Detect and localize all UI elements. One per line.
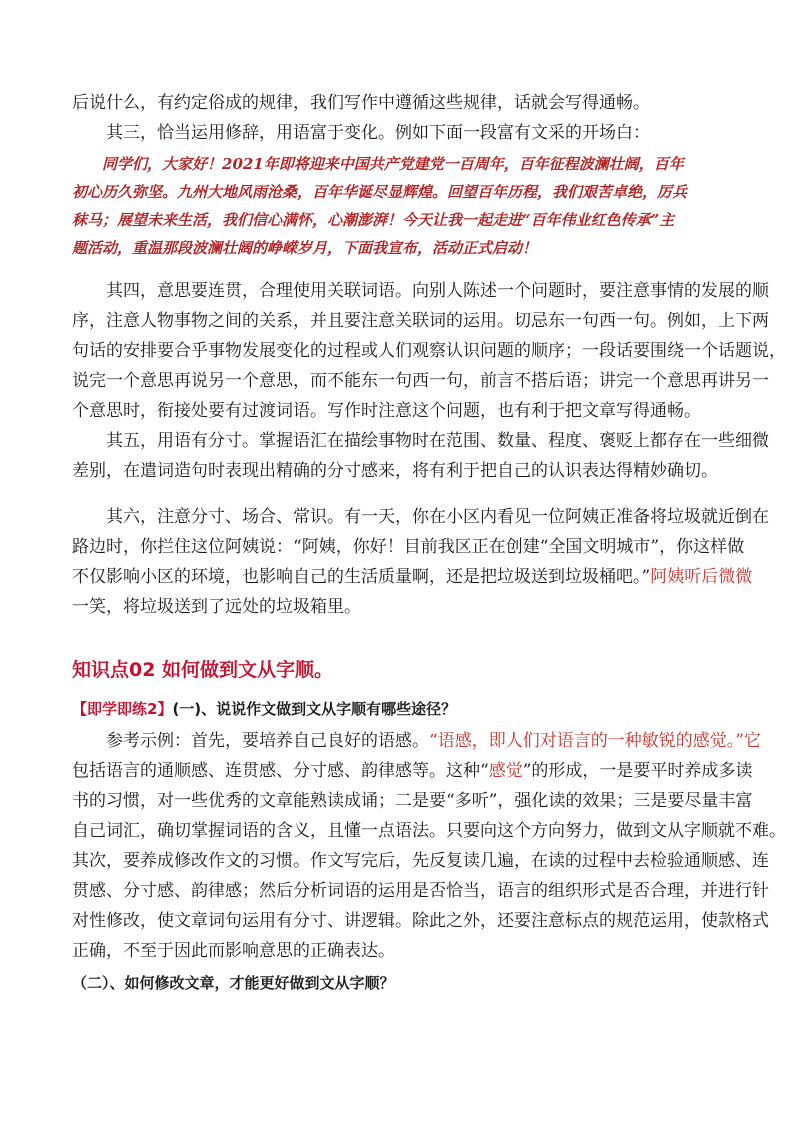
quote-line: 秣马；展望未来生活，我们信心满怀，心潮澎湃！今天让我一起走进“百年伟业红色传承”主 <box>72 211 675 229</box>
text-line: 序，注意人物事物之间的关系，并且要注意关联词的运用。切忌东一句西一句。例如，上下两 <box>72 311 769 331</box>
answer-block <box>72 726 786 966</box>
question-text: (一)、说说作文做到文从字顺有哪些途径？ <box>172 700 457 718</box>
highlight-text: 感觉 <box>488 761 523 781</box>
question-2: （二）、如何修改文章，才能更好做到文从字顺？ <box>72 974 395 992</box>
text-line: 个意思时，衔接处要有过渡词语。写作时注意这个问题，也有利于把文章写得通畅。 <box>72 401 701 421</box>
quote-line: 题活动，重温那段波澜壮阔的峥嵘岁月，下面我宣布，活动正式启动！ <box>72 239 538 257</box>
text-line: 自己词汇，确切掌握词语的含义，且懂一点语法。只要向这个方向努力，做到文从字顺就不难。 <box>72 821 786 841</box>
text-line: 说完一个意思再说另一个意思，而不能东一句西一句，前言不搭后语；讲完一个意思再讲另一 <box>72 371 769 391</box>
quote-line: 同学们，大家好！2021年即将迎来中国共产党建党一百周年，百年征程波澜壮阔，百年 <box>72 155 684 173</box>
text-line: 贯感、分寸感、韵律感；然后分析词语的运用是否恰当，语言的组织形式是否合理，并进行针 <box>72 881 769 901</box>
quote-line: 初心历久弥坚。九州大地风雨沧桑，百年华诞尽显辉煌。回望百年历程，我们艰苦卓绝，厉兵 <box>72 183 688 201</box>
text-line: 对性修改，使文章词句运用有分寸、讲逻辑。除此之外，还要注意标点的规范运用，使款格式 <box>72 911 769 931</box>
text-span: 参考示例：首先，要培养自己良好的语感。 <box>72 731 429 751</box>
text-line: 句话的安排要合乎事物发展变化的过程或人们观察认识问题的顺序；一段话要围绕一个话题说， <box>72 341 786 361</box>
text-line: 差别，在遣词造句时表现出精确的分寸感来，将有利于把自己的认识表达得精妙确切。 <box>72 461 718 481</box>
section-heading: 知识点02 如何做到文从字顺。 <box>72 659 334 681</box>
quote-block <box>72 150 724 262</box>
text-line: 其四，意思要连贯，合理使用关联词语。向别人陈述一个问题时，要注意事情的发展的顺 <box>72 281 769 301</box>
paragraph-intro <box>72 88 724 148</box>
text-line: 正确，不至于因此而影响意思的正确表达。 <box>72 941 395 961</box>
paragraph-main <box>72 276 786 486</box>
text-span: ”的形成，一是要平时养成多读 <box>522 761 753 781</box>
text-line <box>72 756 753 786</box>
text-line <box>72 562 753 592</box>
practice-tag: 【即学即练2】 <box>72 700 173 718</box>
text-line: 书的习惯，对一些优秀的文章能熟读成诵；二是要“多听”，强化读的效果；三是要尽量丰富 <box>72 791 753 811</box>
text-line: 其六，注意分寸、场合、常识。有一天，你在小区内看见一位阿姨正准备将垃圾就近倒在 <box>72 507 769 527</box>
text-line: 路边时，你拦住这位阿姨说：“阿姨，你好！目前我区正在创建“全国文明城市”，你这样做 <box>72 537 745 557</box>
text-span: 不仅影响小区的环境，也影响自己的生活质量啊，还是把垃圾送到垃圾桶吧。” <box>72 567 651 587</box>
text-line: 一笑，将垃圾送到了远处的垃圾箱里。 <box>72 597 361 617</box>
text-line: 其五，用语有分寸。掌握语汇在描绘事物时在范围、数量、程度、褒贬上都存在一些细微 <box>72 431 769 451</box>
text-line: 其次，要养成修改作文的习惯。作文写完后，先反复读几遍，在读的过程中去检验通顺感、连 <box>72 851 769 871</box>
text-line <box>72 726 761 756</box>
highlight-text: 阿姨听后微微 <box>650 567 753 587</box>
paragraph-six <box>72 502 769 622</box>
question-1 <box>72 698 456 719</box>
highlight-text: “语感，即人们对语言的一种敏锐的感觉。”它 <box>429 731 761 751</box>
text-span: 包括语言的通顺感、连贯感、分寸感、韵律感等。这种“ <box>72 761 489 781</box>
text-line: 后说什么，有约定俗成的规律，我们写作中遵循这些规律，话就会写得通畅。 <box>72 93 650 113</box>
text-line: 其三，恰当运用修辞，用语富于变化。例如下面一段富有文采的开场白： <box>72 123 650 143</box>
